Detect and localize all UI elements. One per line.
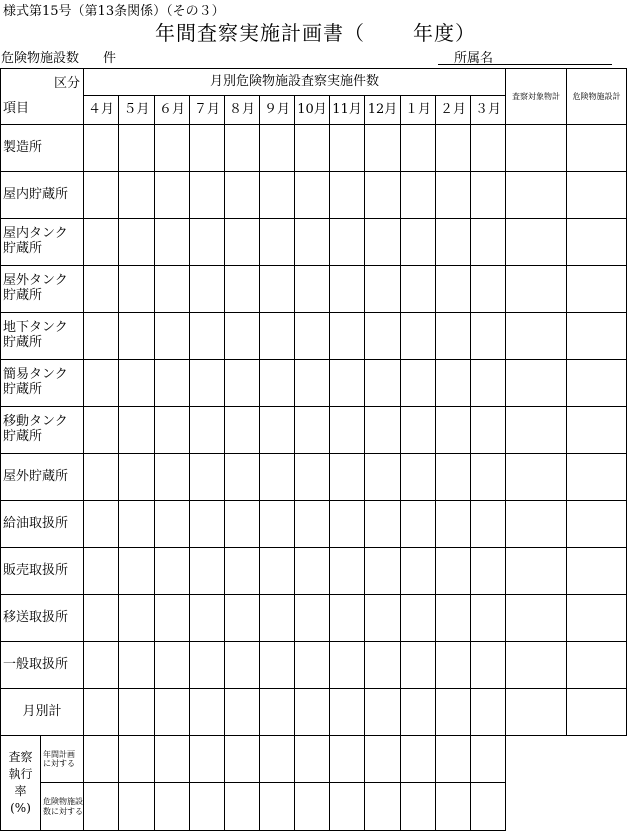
rate-label-4: (%) (10, 800, 31, 815)
month-header: ４月 (84, 96, 119, 125)
entry-cell[interactable] (84, 595, 119, 642)
entry-cell[interactable] (436, 125, 471, 172)
table-row (1, 642, 627, 689)
row-label (1, 313, 84, 360)
row-label-line1: 屋外貯蔵所 (3, 468, 69, 484)
table-row (1, 360, 627, 407)
entry-cell[interactable] (401, 501, 436, 548)
row-label-line1: 簡易タンク (3, 367, 68, 383)
empty-area (567, 783, 627, 831)
entry-cell[interactable] (155, 313, 190, 360)
entry-cell[interactable] (401, 407, 436, 454)
entry-cell[interactable] (155, 360, 190, 407)
entry-cell[interactable] (436, 595, 471, 642)
entry-cell[interactable] (84, 360, 119, 407)
entry-cell[interactable] (260, 313, 295, 360)
entry-cell[interactable] (225, 219, 260, 266)
entry-cell[interactable] (225, 454, 260, 501)
entry-cell[interactable] (365, 172, 401, 219)
entry-cell[interactable] (155, 219, 190, 266)
rate-plan-line1: 年間計画 (43, 749, 75, 759)
entry-cell[interactable] (506, 266, 567, 313)
entry-cell[interactable] (155, 642, 190, 689)
entry-cell[interactable] (84, 125, 119, 172)
entry-cell[interactable] (295, 172, 330, 219)
entry-cell[interactable] (436, 548, 471, 595)
entry-cell[interactable] (365, 360, 401, 407)
entry-cell[interactable] (401, 125, 436, 172)
row-label (1, 266, 84, 313)
entry-cell[interactable] (401, 266, 436, 313)
rate-cell[interactable] (260, 783, 295, 831)
entry-cell[interactable] (471, 595, 506, 642)
rate-cell[interactable] (401, 783, 436, 831)
rate-cell[interactable] (190, 783, 225, 831)
total-cell[interactable] (365, 689, 401, 736)
rate-cell[interactable] (155, 736, 190, 783)
entry-cell[interactable] (365, 407, 401, 454)
entry-cell[interactable] (365, 219, 401, 266)
rate-facility-line2: 数に対する (43, 806, 83, 816)
row-label (1, 548, 84, 595)
entry-cell[interactable] (225, 172, 260, 219)
department-label: 所属名 (454, 51, 494, 66)
entry-cell[interactable] (225, 501, 260, 548)
entry-cell[interactable] (436, 501, 471, 548)
entry-cell[interactable] (190, 360, 225, 407)
entry-cell[interactable] (365, 642, 401, 689)
row-label-line1: 移送取扱所 (3, 609, 69, 625)
monthly-header: 月別危険物施設査察実施件数 (84, 69, 506, 96)
entry-cell[interactable] (506, 454, 567, 501)
row-label-line1: 販売取扱所 (3, 562, 69, 578)
entry-cell[interactable] (567, 313, 627, 360)
total-cell[interactable] (190, 689, 225, 736)
entry-cell[interactable] (471, 266, 506, 313)
entry-cell[interactable] (190, 595, 225, 642)
item-label: 項目 (3, 100, 30, 116)
entry-cell[interactable] (225, 595, 260, 642)
entry-cell[interactable] (155, 501, 190, 548)
month-header: ２月 (436, 96, 471, 125)
entry-cell[interactable] (436, 266, 471, 313)
entry-cell[interactable] (365, 266, 401, 313)
entry-cell[interactable] (365, 501, 401, 548)
form-number: 様式第15号（第13条関係）（その３） (3, 4, 225, 19)
entry-cell[interactable] (190, 266, 225, 313)
entry-cell[interactable] (506, 407, 567, 454)
rate-cell[interactable] (295, 736, 330, 783)
month-header: ３月 (471, 96, 506, 125)
rate-cell[interactable] (84, 736, 119, 783)
entry-cell[interactable] (330, 313, 365, 360)
rate-cell[interactable] (119, 736, 155, 783)
entry-cell[interactable] (295, 407, 330, 454)
entry-cell[interactable] (471, 360, 506, 407)
entry-cell[interactable] (190, 501, 225, 548)
entry-cell[interactable] (567, 548, 627, 595)
entry-cell[interactable] (401, 313, 436, 360)
entry-cell[interactable] (295, 548, 330, 595)
rate-cell[interactable] (471, 783, 506, 831)
total-cell[interactable] (506, 689, 567, 736)
total-cell[interactable] (295, 689, 330, 736)
entry-cell[interactable] (365, 595, 401, 642)
facility-count-label: 危険物施設数 (1, 51, 80, 66)
entry-cell[interactable] (471, 125, 506, 172)
entry-cell[interactable] (190, 548, 225, 595)
entry-cell[interactable] (225, 548, 260, 595)
entry-cell[interactable] (295, 454, 330, 501)
month-header: ９月 (260, 96, 295, 125)
entry-cell[interactable] (119, 501, 155, 548)
row-label (1, 219, 84, 266)
entry-cell[interactable] (155, 266, 190, 313)
rate-cell[interactable] (225, 783, 260, 831)
entry-cell[interactable] (471, 172, 506, 219)
entry-cell[interactable] (225, 313, 260, 360)
facility-count-unit: 件 (103, 51, 117, 66)
entry-cell[interactable] (401, 454, 436, 501)
entry-cell[interactable] (506, 595, 567, 642)
entry-cell[interactable] (190, 407, 225, 454)
entry-cell[interactable] (84, 266, 119, 313)
rate-label-2: 執行 (8, 767, 33, 782)
entry-cell[interactable] (119, 313, 155, 360)
rate-cell[interactable] (330, 783, 365, 831)
entry-cell[interactable] (225, 266, 260, 313)
rate-facility-label (41, 783, 84, 831)
entry-cell[interactable] (506, 360, 567, 407)
entry-cell[interactable] (401, 595, 436, 642)
entry-cell[interactable] (567, 501, 627, 548)
entry-cell[interactable] (190, 454, 225, 501)
rate-facility-line1: 危険物施設 (43, 797, 83, 807)
empty-area (506, 783, 567, 831)
entry-cell[interactable] (506, 642, 567, 689)
entry-cell[interactable] (436, 360, 471, 407)
table-row (1, 266, 627, 313)
entry-cell[interactable] (330, 454, 365, 501)
row-label (1, 642, 84, 689)
row-label (1, 172, 84, 219)
entry-cell[interactable] (471, 501, 506, 548)
total-cell[interactable] (84, 689, 119, 736)
entry-cell[interactable] (295, 642, 330, 689)
entry-cell[interactable] (295, 501, 330, 548)
row-label (1, 595, 84, 642)
entry-cell[interactable] (401, 219, 436, 266)
corner-cell (1, 69, 84, 125)
row-label (1, 407, 84, 454)
row-label-line2: 貯蔵所 (3, 241, 43, 256)
rate-cell[interactable] (436, 736, 471, 783)
table-row (1, 219, 627, 266)
row-label (1, 454, 84, 501)
month-header: １月 (401, 96, 436, 125)
entry-cell[interactable] (506, 313, 567, 360)
entry-cell[interactable] (506, 501, 567, 548)
total-cell[interactable] (401, 689, 436, 736)
rate-label-1: 査察 (8, 750, 33, 765)
entry-cell[interactable] (260, 266, 295, 313)
entry-cell[interactable] (330, 407, 365, 454)
row-label-line1: 製造所 (3, 139, 43, 155)
entry-cell[interactable] (225, 642, 260, 689)
entry-cell[interactable] (295, 313, 330, 360)
row-label-line1: 屋外タンク (3, 273, 68, 289)
entry-cell[interactable] (260, 360, 295, 407)
empty-area (567, 736, 627, 783)
entry-cell[interactable] (119, 548, 155, 595)
entry-cell[interactable] (155, 407, 190, 454)
entry-cell[interactable] (119, 642, 155, 689)
entry-cell[interactable] (436, 642, 471, 689)
total-cell[interactable] (471, 689, 506, 736)
entry-cell[interactable] (471, 219, 506, 266)
entry-cell[interactable] (506, 172, 567, 219)
total-cell[interactable] (330, 689, 365, 736)
row-label-line2: 貯蔵所 (3, 288, 43, 303)
entry-cell[interactable] (260, 125, 295, 172)
table-row (1, 595, 627, 642)
entry-cell[interactable] (567, 266, 627, 313)
title-main: 年間査察実施計画書（ (155, 21, 365, 45)
entry-cell[interactable] (190, 642, 225, 689)
entry-cell[interactable] (84, 172, 119, 219)
table-row (1, 454, 627, 501)
table-row (1, 172, 627, 219)
row-label (1, 125, 84, 172)
rate-cell[interactable] (119, 783, 155, 831)
entry-cell[interactable] (260, 172, 295, 219)
entry-cell[interactable] (119, 172, 155, 219)
facility-total-header: 危険物施設計 (567, 69, 627, 125)
rate-plan-line2: に対する (43, 759, 75, 768)
entry-cell[interactable] (119, 266, 155, 313)
entry-cell[interactable] (330, 548, 365, 595)
month-header: 12月 (365, 96, 401, 125)
rate-cell[interactable] (330, 736, 365, 783)
entry-cell[interactable] (567, 595, 627, 642)
total-cell[interactable] (225, 689, 260, 736)
entry-cell[interactable] (190, 125, 225, 172)
entry-cell[interactable] (436, 313, 471, 360)
entry-cell[interactable] (567, 454, 627, 501)
entry-cell[interactable] (190, 313, 225, 360)
entry-cell[interactable] (471, 454, 506, 501)
entry-cell[interactable] (295, 219, 330, 266)
entry-cell[interactable] (155, 548, 190, 595)
table-row (1, 407, 627, 454)
row-label-line1: 給油取扱所 (3, 515, 69, 531)
entry-cell[interactable] (155, 595, 190, 642)
entry-cell[interactable] (295, 595, 330, 642)
entry-cell[interactable] (190, 219, 225, 266)
row-label-line2: 貯蔵所 (3, 429, 43, 444)
inspection-plan-table (0, 68, 627, 831)
entry-cell[interactable] (330, 125, 365, 172)
entry-cell[interactable] (119, 407, 155, 454)
section-label: 区分 (53, 75, 80, 91)
title-tail: 年度） (413, 21, 476, 45)
entry-cell[interactable] (567, 642, 627, 689)
total-cell[interactable] (567, 689, 627, 736)
entry-cell[interactable] (401, 360, 436, 407)
entry-cell[interactable] (225, 125, 260, 172)
month-header: 11月 (330, 96, 365, 125)
total-cell[interactable] (119, 689, 155, 736)
entry-cell[interactable] (506, 548, 567, 595)
table-row (1, 125, 627, 172)
rate-label-3: 率 (14, 784, 27, 798)
entry-cell[interactable] (260, 642, 295, 689)
entry-cell[interactable] (119, 125, 155, 172)
entry-cell[interactable] (260, 454, 295, 501)
table-row (1, 313, 627, 360)
entry-cell[interactable] (260, 501, 295, 548)
entry-cell[interactable] (295, 360, 330, 407)
entry-cell[interactable] (84, 407, 119, 454)
row-label (1, 360, 84, 407)
entry-cell[interactable] (330, 172, 365, 219)
entry-cell[interactable] (84, 501, 119, 548)
entry-cell[interactable] (225, 407, 260, 454)
entry-cell[interactable] (155, 125, 190, 172)
rate-cell[interactable] (401, 736, 436, 783)
month-header: ５月 (119, 96, 155, 125)
entry-cell[interactable] (567, 219, 627, 266)
rate-cell[interactable] (436, 783, 471, 831)
entry-cell[interactable] (471, 407, 506, 454)
entry-cell[interactable] (84, 642, 119, 689)
rate-cell[interactable] (260, 736, 295, 783)
entry-cell[interactable] (471, 548, 506, 595)
entry-cell[interactable] (401, 172, 436, 219)
month-header: ８月 (225, 96, 260, 125)
total-cell[interactable] (260, 689, 295, 736)
entry-cell[interactable] (567, 125, 627, 172)
department-field[interactable] (438, 47, 612, 65)
entry-cell[interactable] (119, 219, 155, 266)
table-row (1, 548, 627, 595)
rate-cell[interactable] (225, 736, 260, 783)
entry-cell[interactable] (330, 501, 365, 548)
month-header: ７月 (190, 96, 225, 125)
entry-cell[interactable] (155, 454, 190, 501)
entry-cell[interactable] (365, 313, 401, 360)
inspection-total-header: 査察対象物計 (506, 69, 567, 125)
entry-cell[interactable] (436, 454, 471, 501)
page-title (155, 17, 476, 46)
total-cell[interactable] (436, 689, 471, 736)
entry-cell[interactable] (330, 266, 365, 313)
entry-cell[interactable] (365, 125, 401, 172)
entry-cell[interactable] (295, 266, 330, 313)
entry-cell[interactable] (260, 219, 295, 266)
entry-cell[interactable] (119, 595, 155, 642)
entry-cell[interactable] (471, 313, 506, 360)
entry-cell[interactable] (295, 125, 330, 172)
entry-cell[interactable] (471, 642, 506, 689)
row-label-line1: 屋内貯蔵所 (3, 186, 69, 202)
entry-cell[interactable] (436, 219, 471, 266)
entry-cell[interactable] (506, 219, 567, 266)
total-cell[interactable] (155, 689, 190, 736)
entry-cell[interactable] (401, 548, 436, 595)
entry-cell[interactable] (84, 313, 119, 360)
rate-cell[interactable] (365, 736, 401, 783)
rate-plan-label (41, 736, 84, 783)
entry-cell[interactable] (330, 219, 365, 266)
entry-cell[interactable] (330, 595, 365, 642)
entry-cell[interactable] (436, 407, 471, 454)
row-label-line2: 貯蔵所 (3, 335, 43, 350)
month-header: 10月 (295, 96, 330, 125)
row-label-line1: 屋内タンク (3, 226, 68, 242)
entry-cell[interactable] (567, 360, 627, 407)
row-label (1, 501, 84, 548)
entry-cell[interactable] (567, 172, 627, 219)
rate-cell[interactable] (190, 736, 225, 783)
row-label-line1: 地下タンク (3, 320, 68, 336)
entry-cell[interactable] (567, 407, 627, 454)
table-row (1, 501, 627, 548)
entry-cell[interactable] (155, 172, 190, 219)
row-label-line2: 貯蔵所 (3, 382, 43, 397)
entry-cell[interactable] (365, 548, 401, 595)
entry-cell[interactable] (365, 454, 401, 501)
entry-cell[interactable] (260, 548, 295, 595)
rate-cell[interactable] (155, 783, 190, 831)
entry-cell[interactable] (260, 595, 295, 642)
entry-cell[interactable] (330, 642, 365, 689)
entry-cell[interactable] (225, 360, 260, 407)
entry-cell[interactable] (506, 125, 567, 172)
row-label-line1: 移動タンク (3, 414, 68, 430)
entry-cell[interactable] (401, 642, 436, 689)
entry-cell[interactable] (330, 360, 365, 407)
empty-area (506, 736, 567, 783)
rate-cell[interactable] (471, 736, 506, 783)
rate-cell[interactable] (365, 783, 401, 831)
entry-cell[interactable] (84, 219, 119, 266)
entry-cell[interactable] (260, 407, 295, 454)
entry-cell[interactable] (84, 454, 119, 501)
entry-cell[interactable] (190, 172, 225, 219)
rate-cell[interactable] (84, 783, 119, 831)
row-label-line1: 一般取扱所 (3, 656, 69, 672)
entry-cell[interactable] (436, 172, 471, 219)
monthly-total-label: 月別計 (1, 689, 84, 736)
rate-label (1, 736, 41, 831)
entry-cell[interactable] (119, 360, 155, 407)
month-header: ６月 (155, 96, 190, 125)
facility-count (1, 47, 116, 66)
entry-cell[interactable] (119, 454, 155, 501)
entry-cell[interactable] (84, 548, 119, 595)
rate-cell[interactable] (295, 783, 330, 831)
